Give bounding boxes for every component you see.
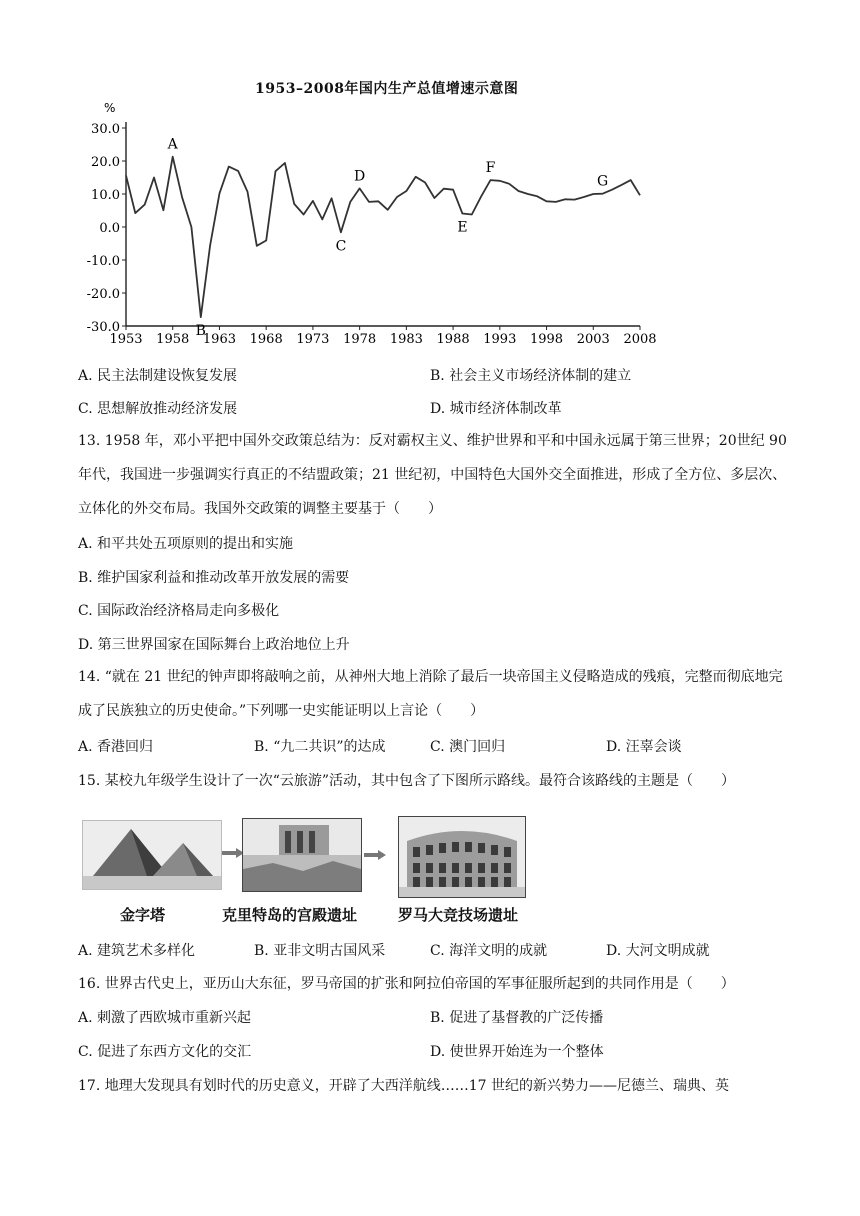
q12-option-d: D. 城市经济体制改革 — [430, 401, 562, 417]
annotation-label-a: A — [167, 136, 178, 153]
q13-option-b: B. 维护国家利益和推动改革开放发展的需要 — [78, 570, 350, 586]
q12-option-a: A. 民主法制建设恢复发展 — [78, 368, 238, 384]
x-tick-label: 1973 — [296, 332, 330, 347]
colosseum-image — [398, 816, 526, 898]
q13-option-c: C. 国际政治经济格局走向多极化 — [78, 603, 280, 619]
q15-stem: 15. 某校九年级学生设计了一次“云旅游”活动，其中包含了下图所示路线。最符合该路线的主题是（ ） — [78, 773, 736, 789]
x-tick-label: 1983 — [389, 332, 423, 347]
q12-option-b: B. 社会主义市场经济体制的建立 — [430, 368, 632, 384]
x-tick-label: 1968 — [249, 332, 283, 347]
gdp-growth-line — [126, 157, 640, 317]
x-tick-label: 1963 — [202, 332, 237, 347]
q15-option-c: C. 海洋文明的成就 — [430, 943, 548, 959]
x-tick-label: 1978 — [343, 332, 377, 347]
q15-option-b: B. 亚非文明古国风采 — [254, 943, 386, 959]
q12-option-c: C. 思想解放推动经济发展 — [78, 401, 238, 417]
caption-palace: 克里特岛的宫殿遗址 — [222, 906, 358, 924]
q13-option-d: D. 第三世界国家在国际舞台上政治地位上升 — [78, 637, 350, 653]
q16-option-a: A. 刺激了西欧城市重新兴起 — [78, 1010, 252, 1026]
y-tick-label: -30.0 — [86, 320, 120, 335]
caption-colosseum: 罗马大竞技场遗址 — [398, 906, 519, 924]
q16-option-b: B. 促进了基督教的广泛传播 — [430, 1010, 604, 1026]
q14-stem: 14. “就在 21 世纪的钟声即将敲响之前，从神州大地上消除了最后一块帝国主义侵略造成的残痕，完整而彻底地完成了民族独立的历史使命。”下列哪一史实能证明以上言论（ ） — [78, 669, 783, 719]
q16-option-d: D. 使世界开始连为一个整体 — [430, 1044, 604, 1060]
x-tick-label: 1988 — [436, 332, 470, 347]
annotation-label-c: C — [335, 238, 347, 255]
annotation-label-b: B — [195, 323, 206, 340]
x-tick-label: 1953 — [109, 332, 143, 347]
annotation-label-g: G — [597, 173, 609, 190]
y-tick-label: 20.0 — [91, 155, 120, 170]
x-tick-label: 2008 — [623, 332, 657, 347]
q15-option-a: A. 建筑艺术多样化 — [78, 943, 196, 959]
y-tick-label: 10.0 — [91, 188, 120, 203]
arrow-2-icon — [364, 850, 386, 860]
annotation-label-f: F — [485, 160, 496, 177]
x-tick-label: 1958 — [156, 332, 190, 347]
chart-title: 1953–2008年国内生产总值增速示意图 — [255, 81, 519, 97]
palace-image — [242, 818, 362, 892]
annotation-label-d: D — [354, 168, 366, 185]
q13-stem: 13. 1958 年，邓小平把中国外交政策总结为：反对霸权主义、维护世界和平和中国永远属于第三世界；20世纪 90 年代，我国进一步强调实行真正的不结盟政策；21 世纪初，中国特色大国外交全面推进，形成了全方位、多层次、立体化的外交布局。我国外交政策的调整主要基于（ ） — [78, 433, 787, 517]
y-tick-label: -20.0 — [86, 287, 120, 302]
q15-route-images — [82, 812, 542, 922]
q13-option-a: A. 和平共处五项原则的提出和实施 — [78, 536, 294, 552]
q14-option-a: A. 香港回归 — [78, 739, 154, 755]
q15-option-d: D. 大河文明成就 — [606, 943, 710, 959]
q14-option-c: C. 澳门回归 — [430, 739, 506, 755]
q17-stem: 17. 地理大发现具有划时代的历史意义，开辟了大西洋航线……17 世纪的新兴势力——尼德兰、瑞典、英 — [78, 1078, 729, 1094]
arrow-1-icon — [222, 848, 244, 858]
x-tick-label: 2003 — [576, 332, 610, 347]
q16-stem: 16. 世界古代史上，亚历山大东征，罗马帝国的扩张和阿拉伯帝国的军事征服所起到的共同作用是（ ） — [78, 976, 735, 992]
gdp-growth-chart — [0, 0, 860, 360]
y-axis-label: % — [104, 101, 116, 115]
y-tick-label: 30.0 — [91, 122, 120, 137]
x-tick-label: 1998 — [529, 332, 564, 347]
y-tick-label: -10.0 — [86, 254, 120, 269]
q14-option-b: B. “九二共识”的达成 — [254, 739, 386, 755]
annotation-label-e: E — [457, 219, 468, 236]
y-tick-label: 0.0 — [99, 221, 120, 236]
pyramid-image — [82, 820, 222, 890]
q14-option-d: D. 汪辜会谈 — [606, 739, 682, 755]
caption-pyramid: 金字塔 — [120, 906, 166, 924]
x-tick-label: 1993 — [483, 332, 517, 347]
q16-option-c: C. 促进了东西方文化的交汇 — [78, 1044, 252, 1060]
